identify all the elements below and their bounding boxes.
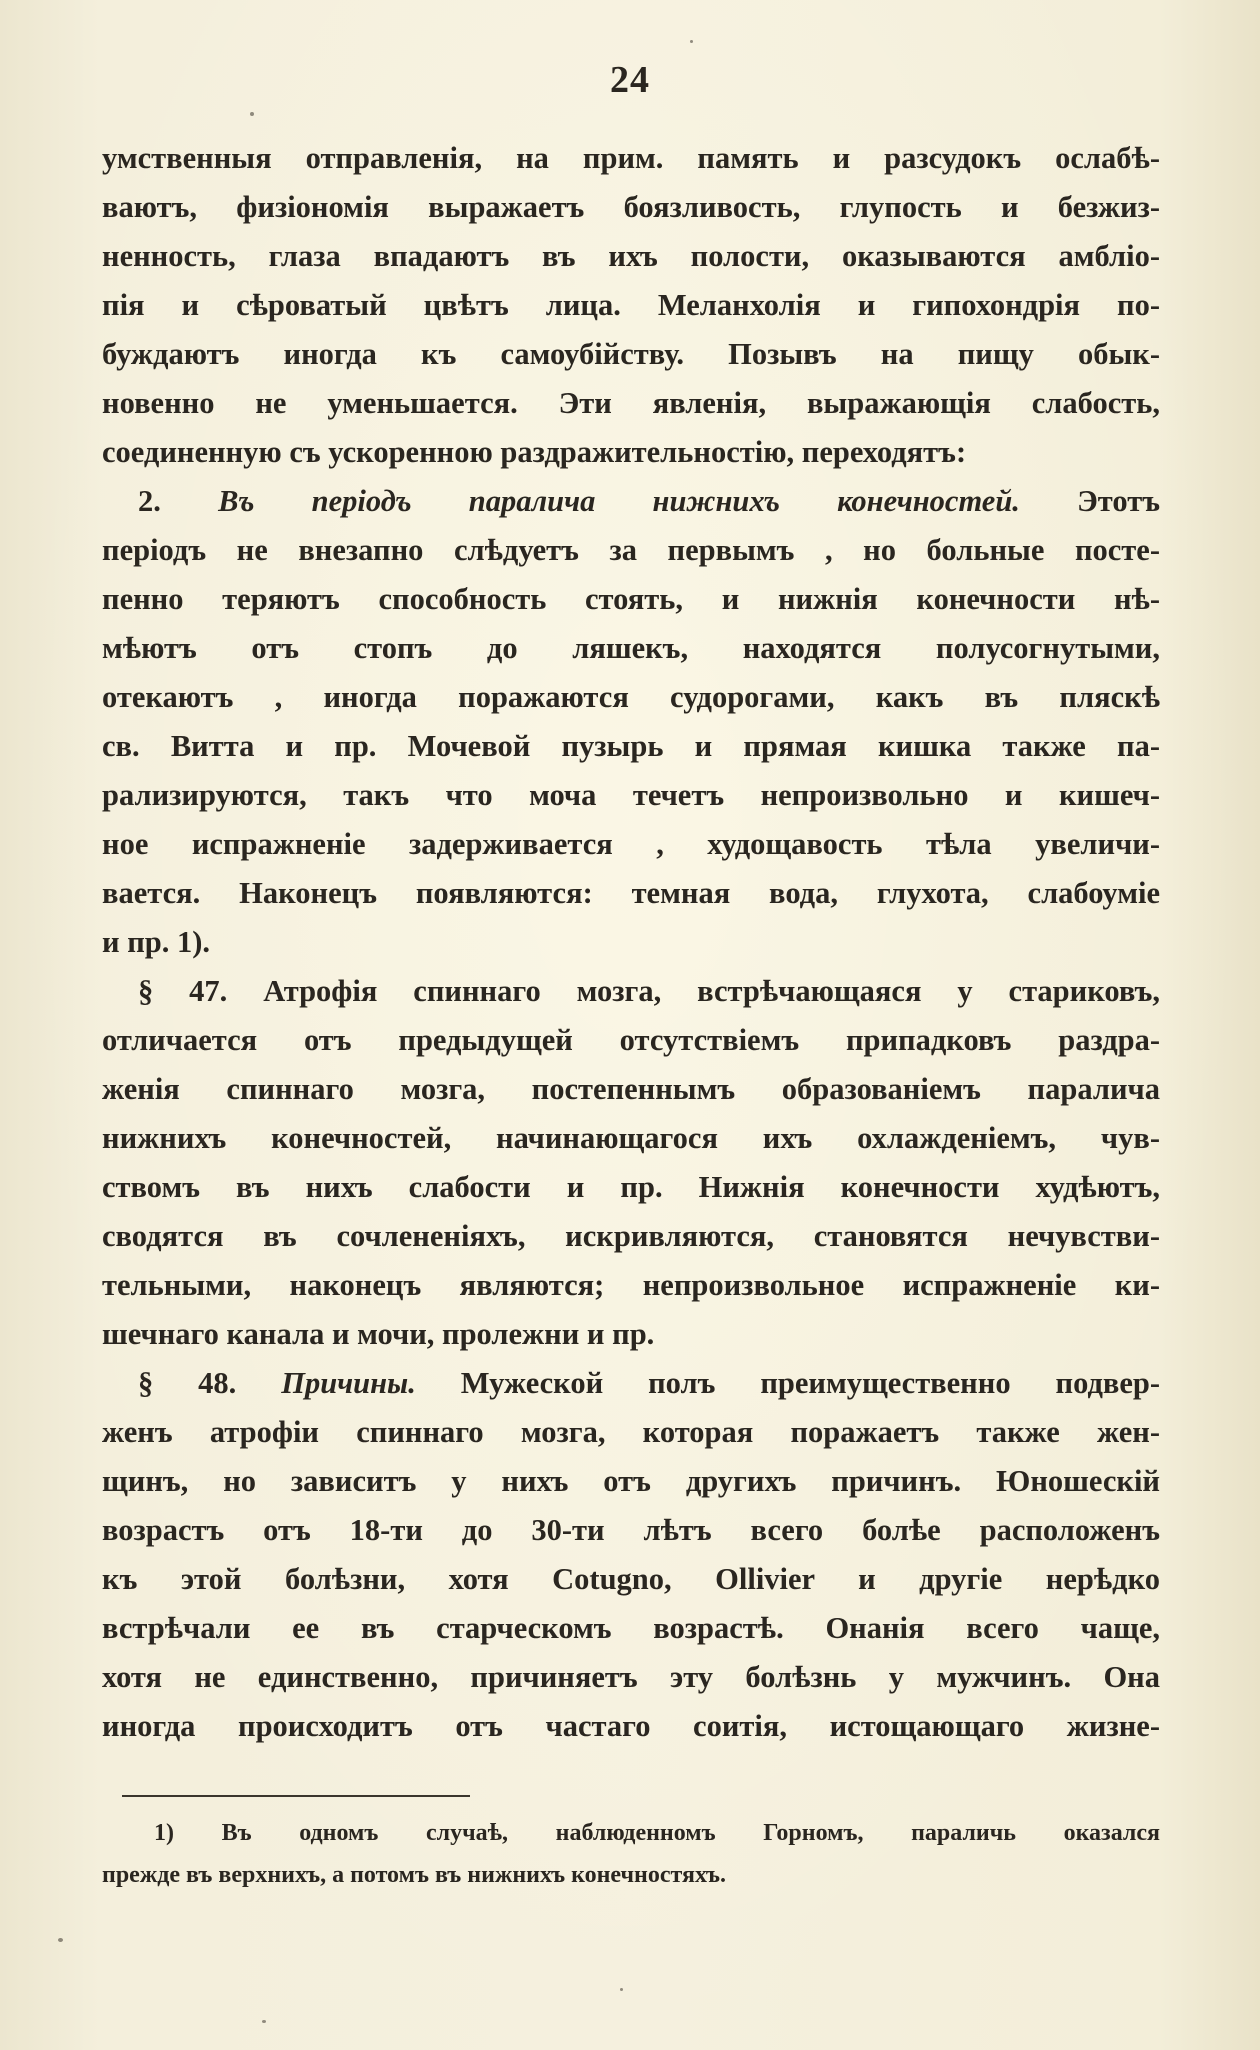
line-prefix: § 48. bbox=[138, 1366, 282, 1400]
text-line: новенно не уменьшается. Эти явленія, выражающія слабость, bbox=[102, 386, 1160, 420]
text-line: св. Витта и пр. Мочевой пузырь и прямая кишка также па- bbox=[102, 729, 1160, 763]
text-line: щинъ, но зависитъ у нихъ отъ другихъ причинъ. Юношескій bbox=[102, 1464, 1160, 1498]
paper-speck bbox=[690, 40, 693, 43]
footnote-separator bbox=[122, 1795, 470, 1797]
line-suffix: Этотъ bbox=[1019, 484, 1160, 518]
text-line: ненность, глаза впадаютъ въ ихъ полости, оказываются амбліо- bbox=[102, 239, 1160, 273]
text-line: § 47. Атрофія спиннаго мозга, встрѣчающаяся у стариковъ, bbox=[138, 974, 1160, 1008]
text-line: ствомъ въ нихъ слабости и пр. Нижнія конечности худѣютъ, bbox=[102, 1170, 1160, 1204]
body-text bbox=[102, 134, 1160, 1751]
text-line: иногда происходитъ отъ частаго соитія, истощающаго жизне- bbox=[102, 1709, 1160, 1743]
text-line: хотя не единственно, причиняетъ эту болѣзнь у мужчинъ. Она bbox=[102, 1660, 1160, 1694]
text-line: возрастъ отъ 18-ти до 30-ти лѣтъ всего болѣе расположенъ bbox=[102, 1513, 1160, 1547]
text-line: встрѣчали ее въ старческомъ возрастѣ. Онанія всего чаще, bbox=[102, 1611, 1160, 1645]
paper-speck bbox=[620, 1988, 623, 1991]
text-line: женъ атрофіи спиннаго мозга, которая поражаетъ также жен- bbox=[102, 1415, 1160, 1449]
text-line: ваютъ, физіономія выражаетъ боязливость, глупость и безжиз- bbox=[102, 190, 1160, 224]
text-line: умственныя отправленія, на прим. память и разсудокъ ослабѣ- bbox=[102, 141, 1160, 175]
text-line: сводятся въ сочлененіяхъ, искривляются, становятся нечувстви- bbox=[102, 1219, 1160, 1253]
italic-heading: Причины. bbox=[281, 1366, 416, 1400]
text-line: періодъ не внезапно слѣдуетъ за первымъ , но больные посте- bbox=[102, 533, 1160, 567]
text-line: мѣютъ отъ стопъ до ляшекъ, находятся полусогнутыми, bbox=[102, 631, 1160, 665]
paper-speck bbox=[262, 2020, 266, 2023]
paper-speck bbox=[250, 112, 254, 116]
line-prefix: 2. bbox=[138, 484, 219, 518]
text-line: пенно теряютъ способность стоять, и нижнія конечности нѣ- bbox=[102, 582, 1160, 616]
text-line: и пр. 1). bbox=[102, 925, 211, 959]
text-line: пія и сѣроватый цвѣтъ лица. Меланхолія и гипохондрія по- bbox=[102, 288, 1160, 322]
text-line: къ этой болѣзни, хотя Cotugno, Ollivier и другіе нерѣдко bbox=[102, 1562, 1160, 1596]
text-line bbox=[102, 477, 1160, 526]
text-line: соединенную съ ускоренною раздражительностію, переходятъ: bbox=[102, 435, 967, 469]
italic-heading: Въ періодъ паралича нижнихъ конечностей. bbox=[218, 484, 1020, 518]
footnote-line: 1) Въ одномъ случаѣ, наблюденномъ Горномъ, параличь оказался bbox=[154, 1820, 1160, 1846]
text-line: нижнихъ конечностей, начинающагося ихъ охлажденіемъ, чув- bbox=[102, 1121, 1160, 1155]
text-line: тельными, наконецъ являются; непроизвольное испражненіе ки- bbox=[102, 1268, 1160, 1302]
text-line: отекаютъ , иногда поражаются судорогами, какъ въ пляскѣ bbox=[102, 680, 1160, 714]
text-line: женія спиннаго мозга, постепеннымъ образованіемъ паралича bbox=[102, 1072, 1160, 1106]
text-line: ное испражненіе задерживается , худощавость тѣла увеличи- bbox=[102, 827, 1160, 861]
page-number: 24 bbox=[610, 59, 650, 101]
footnote-line: прежде въ верхнихъ, а потомъ въ нижнихъ конечностяхъ. bbox=[102, 1862, 727, 1888]
text-line: вается. Наконецъ появляются: темная вода, глухота, слабоуміе bbox=[102, 876, 1160, 910]
paper-speck bbox=[58, 1938, 63, 1942]
text-line bbox=[102, 1359, 1160, 1408]
text-line: шечнаго канала и мочи, пролежни и пр. bbox=[102, 1317, 655, 1351]
line-suffix: Мужеской полъ преимущественно подвер- bbox=[415, 1366, 1160, 1400]
text-line: рализируются, такъ что моча течетъ непроизвольно и кишеч- bbox=[102, 778, 1160, 812]
text-line: буждаютъ иногда къ самоубійству. Позывъ на пищу обык- bbox=[102, 337, 1160, 371]
footnote-text bbox=[102, 1812, 1160, 1896]
text-line: отличается отъ предыдущей отсутствіемъ припадковъ раздра- bbox=[102, 1023, 1160, 1057]
